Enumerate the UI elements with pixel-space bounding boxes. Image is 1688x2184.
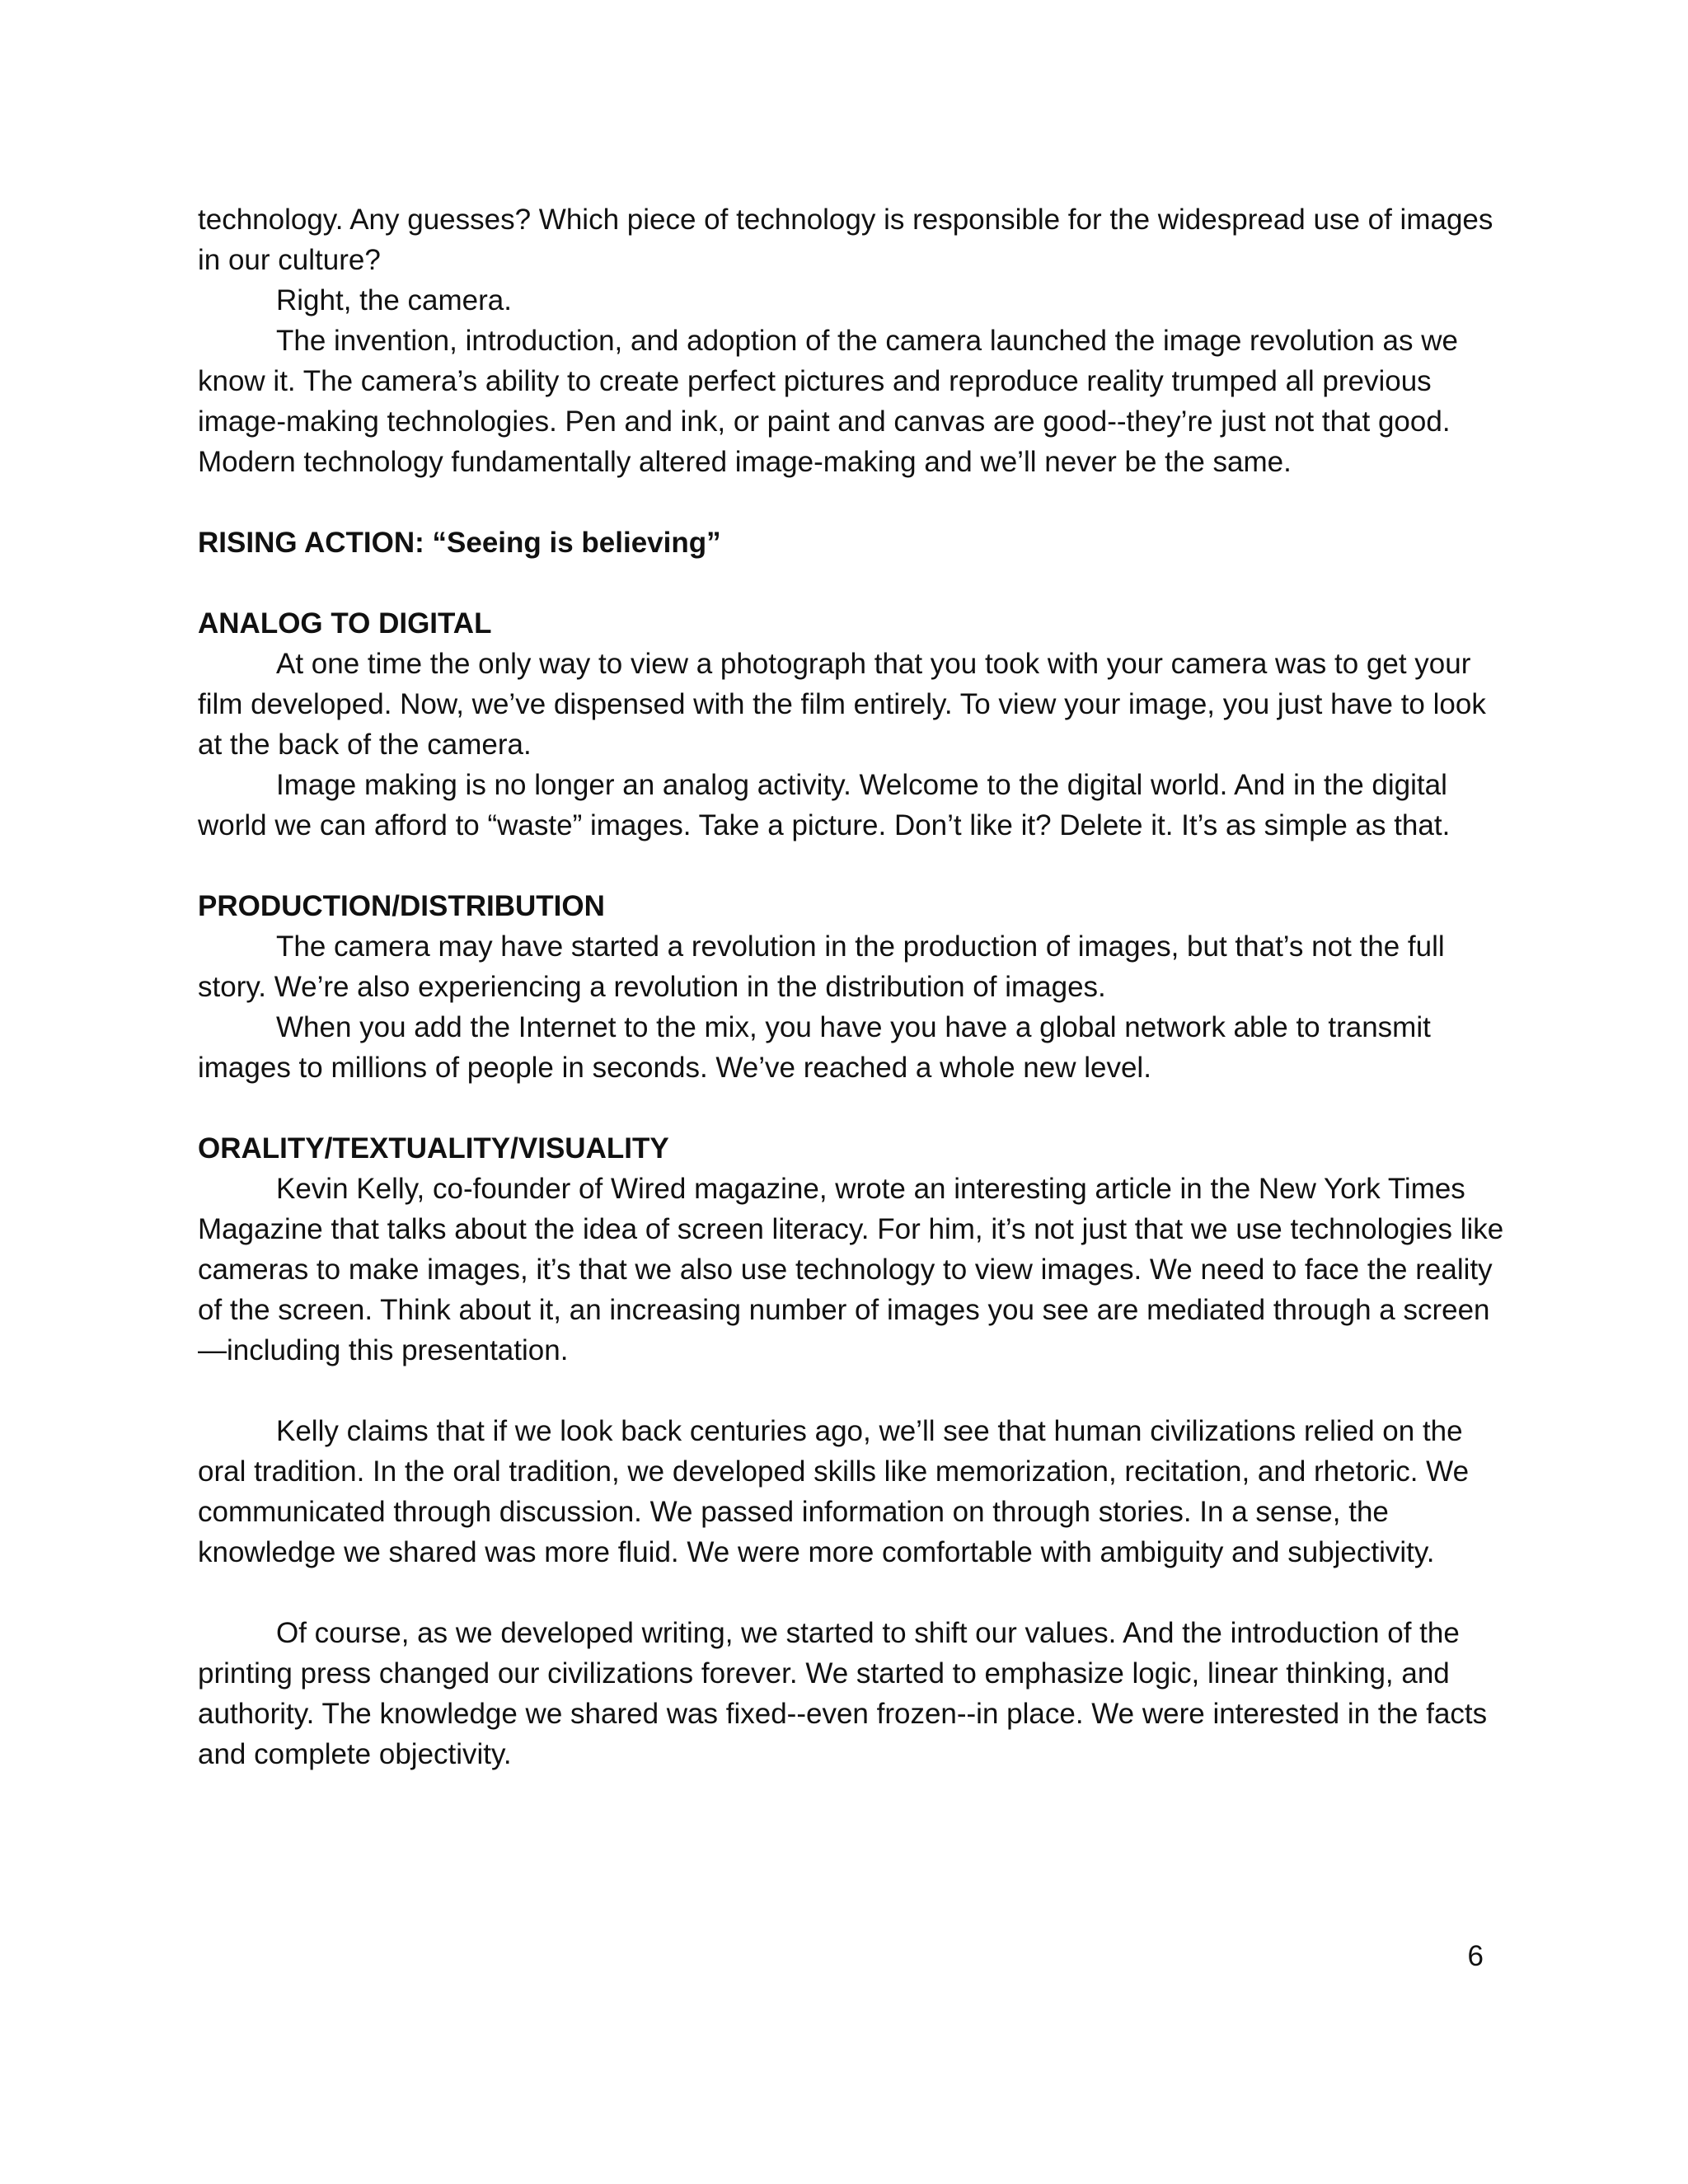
spacer <box>198 1371 1504 1411</box>
heading-analog-to-digital: ANALOG TO DIGITAL <box>198 607 492 640</box>
spacer <box>198 563 1504 603</box>
heading-production-distribution: PRODUCTION/DISTRIBUTION <box>198 890 605 922</box>
paragraph-right-camera: Right, the camera. <box>276 284 512 316</box>
paragraph-writing-printing: Of course, as we developed writing, we started to shift our values. And the introduction of the printing press changed our civilizations forever. We started to emphasize logic, linear thinking, and authority. The knowledge we shared was fixed--even frozen--in place. We were interested in the facts and complete objectivity. <box>198 1617 1488 1770</box>
spacer <box>198 482 1504 523</box>
paragraph-internet-network: When you add the Internet to the mix, you have you have a global network able to transmit images to millions of people in seconds. We’ve reached a whole new level. <box>198 1011 1431 1084</box>
paragraph-production-revolution: The camera may have started a revolution in the production of images, but that’s not the full story. We’re also experiencing a revolution in the distribution of images. <box>198 930 1445 1003</box>
paragraph-film-developed: At one time the only way to view a photograph that you took with your camera was to get your film developed. Now, we’ve dispensed with the film entirely. To view your image, you just have to look at the back of the camera. <box>198 648 1486 761</box>
heading-rising-action: RISING ACTION: “Seeing is believing” <box>198 527 721 559</box>
heading-orality-textuality-visuality: ORALITY/TEXTUALITY/VISUALITY <box>198 1132 669 1165</box>
spacer <box>198 1572 1504 1613</box>
paragraph-technology-question: technology. Any guesses? Which piece of technology is responsible for the widespread use of images in our culture? <box>198 204 1493 276</box>
paragraph-kevin-kelly: Kevin Kelly, co-founder of Wired magazine, wrote an interesting article in the New York Times Magazine that talks about the idea of screen literacy. For him, it’s not just that we use technologies like cameras to make images, it’s that we also use technology to view images. We need to face the reality of the screen. Think about it, an increasing number of images you see are mediated through a screen—including this presentation. <box>198 1173 1504 1366</box>
page-number: 6 <box>1467 1940 1484 1972</box>
paragraph-camera-invention: The invention, introduction, and adoption of the camera launched the image revolution as we know it. The camera’s ability to create perfect pictures and reproduce reality trumped all previous image-making technologies. Pen and ink, or paint and canvas are good--they’re just not that good. Modern technology fundamentally altered image-making and we’ll never be the same. <box>198 325 1458 478</box>
paragraph-digital-world: Image making is no longer an analog activity. Welcome to the digital world. And in the digital world we can afford to “waste” images. Take a picture. Don’t like it? Delete it. It’s as simple as that. <box>198 769 1451 841</box>
body-text <box>198 199 1504 1774</box>
spacer <box>198 846 1504 886</box>
paragraph-oral-tradition: Kelly claims that if we look back centuries ago, we’ll see that human civilizations relied on the oral tradition. In the oral tradition, we developed skills like memorization, recitation, and rhetoric. We communicated through discussion. We passed information on through stories. In a sense, the knowledge we shared was more fluid. We were more comfortable with ambiguity and subjectivity. <box>198 1415 1470 1568</box>
spacer <box>198 1088 1504 1128</box>
